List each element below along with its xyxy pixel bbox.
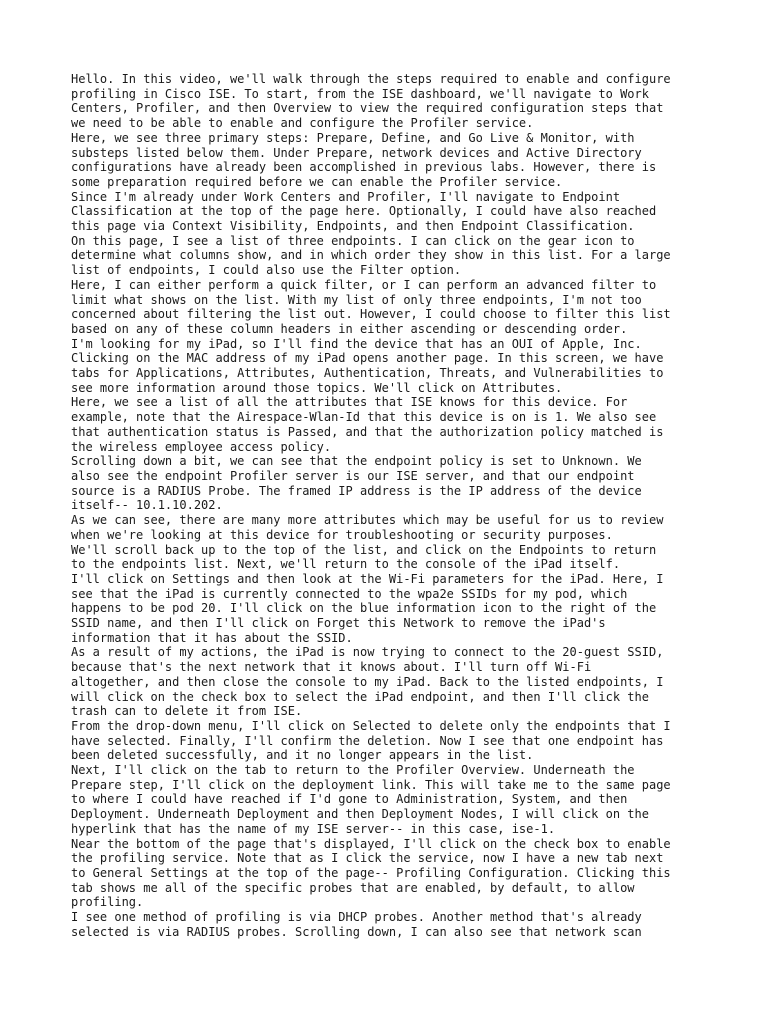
transcript-line: determine what columns show, and in which order they show in this list. For a large: [71, 248, 671, 263]
transcript-line: Centers, Profiler, and then Overview to view the required configuration steps that: [71, 101, 664, 116]
transcript-line: that authentication status is Passed, and that the authorization policy matched is: [71, 424, 664, 439]
transcript-line: trash can to delete it from ISE.: [71, 704, 303, 719]
transcript-line: profiling in Cisco ISE. To start, from the ISE dashboard, we'll navigate to Work: [71, 86, 649, 101]
transcript-line: tab shows me all of the specific probes that are enabled, by default, to allow: [71, 880, 635, 895]
transcript-line: Deployment. Underneath Deployment and then Deployment Nodes, I will click on the: [71, 807, 649, 822]
transcript-line: concerned about filtering the list out. However, I could choose to filter this list: [71, 307, 671, 322]
transcript-line: Near the bottom of the page that's displayed, I'll click on the check box to enable: [71, 836, 671, 851]
transcript-line: will click on the check box to select the iPad endpoint, and then I'll click the: [71, 689, 649, 704]
transcript-line: As we can see, there are many more attributes which may be useful for us to review: [71, 513, 664, 528]
transcript-line: we need to be able to enable and configure the Profiler service.: [71, 116, 534, 131]
transcript-line: the wireless employee access policy.: [71, 439, 332, 454]
transcript-line: have selected. Finally, I'll confirm the deletion. Now I see that one endpoint has: [71, 733, 664, 748]
transcript-line: Here, we see three primary steps: Prepare, Define, and Go Live & Monitor, with: [71, 130, 635, 145]
transcript-line: to where I could have reached if I'd gone to Administration, System, and then: [71, 792, 628, 807]
transcript-line: itself-- 10.1.10.202.: [71, 498, 223, 513]
transcript-line: some preparation required before we can enable the Profiler service.: [71, 174, 563, 189]
transcript-line: substeps listed below them. Under Prepare, network devices and Active Directory: [71, 145, 642, 160]
transcript-line: also see the endpoint Profiler server is our ISE server, and that our endpoint: [71, 468, 635, 483]
transcript-line: example, note that the Airespace-Wlan-Id that this device is on is 1. We also see: [71, 410, 657, 425]
transcript-line: Prepare step, I'll click on the deployment link. This will take me to the same page: [71, 777, 671, 792]
transcript-line: As a result of my actions, the iPad is now trying to connect to the 20-guest SSID,: [71, 645, 664, 660]
transcript-line: Hello. In this video, we'll walk through the steps required to enable and configure: [71, 72, 671, 86]
transcript-line: happens to be pod 20. I'll click on the blue information icon to the right of the: [71, 601, 657, 616]
transcript-line: information that it has about the SSID.: [71, 630, 353, 645]
transcript-line: I'm looking for my iPad, so I'll find the device that has an OUI of Apple, Inc.: [71, 336, 642, 351]
transcript-line: to General Settings at the top of the page-- Profiling Configuration. Clicking this: [71, 865, 671, 880]
transcript-line: see more information around those topics. We'll click on Attributes.: [71, 380, 563, 395]
transcript-line: see that the iPad is currently connected to the wpa2e SSIDs for my pod, which: [71, 586, 628, 601]
transcript-line: when we're looking at this device for troubleshooting or security purposes.: [71, 527, 613, 542]
transcript-line: selected is via RADIUS probes. Scrolling down, I can also see that network scan: [71, 924, 642, 939]
transcript-line: to the endpoints list. Next, we'll return to the console of the iPad itself.: [71, 557, 621, 572]
transcript-line: based on any of these column headers in either ascending or descending order.: [71, 321, 628, 336]
transcript-line: Clicking on the MAC address of my iPad opens another page. In this screen, we have: [71, 351, 664, 366]
transcript-line: On this page, I see a list of three endpoints. I can click on the gear icon to: [71, 233, 635, 248]
transcript-line: Scrolling down a bit, we can see that the endpoint policy is set to Unknown. We: [71, 454, 642, 469]
transcript-line: From the drop-down menu, I'll click on Selected to delete only the endpoints that I: [71, 718, 671, 733]
transcript-line: profiling.: [71, 895, 144, 910]
transcript-line: configurations have already been accomplished in previous labs. However, there is: [71, 160, 657, 175]
transcript-line: altogether, and then close the console to my iPad. Back to the listed endpoints, I: [71, 674, 664, 689]
transcript-text: [71, 72, 701, 939]
transcript-line: list of endpoints, I could also use the Filter option.: [71, 263, 462, 278]
transcript-line: Here, I can either perform a quick filter, or I can perform an advanced filter to: [71, 277, 657, 292]
transcript-line: been deleted successfully, and it no longer appears in the list.: [71, 748, 534, 763]
transcript-line: because that's the next network that it knows about. I'll turn off Wi-Fi: [71, 660, 592, 675]
transcript-line: limit what shows on the list. With my list of only three endpoints, I'm not too: [71, 292, 642, 307]
transcript-line: Next, I'll click on the tab to return to the Profiler Overview. Underneath the: [71, 763, 635, 778]
transcript-line: We'll scroll back up to the top of the list, and click on the Endpoints to return: [71, 542, 657, 557]
transcript-line: hyperlink that has the name of my ISE server-- in this case, ise-1.: [71, 821, 556, 836]
transcript-line: Since I'm already under Work Centers and Profiler, I'll navigate to Endpoint: [71, 189, 621, 204]
transcript-line: the profiling service. Note that as I click the service, now I have a new tab next: [71, 851, 664, 866]
transcript-line: I'll click on Settings and then look at the Wi-Fi parameters for the iPad. Here, I: [71, 571, 664, 586]
transcript-line: tabs for Applications, Attributes, Authentication, Threats, and Vulnerabilities to: [71, 366, 664, 381]
transcript-line: Classification at the top of the page here. Optionally, I could have also reached: [71, 204, 657, 219]
transcript-line: source is a RADIUS Probe. The framed IP address is the IP address of the device: [71, 483, 642, 498]
transcript-line: Here, we see a list of all the attributes that ISE knows for this device. For: [71, 395, 628, 410]
transcript-line: I see one method of profiling is via DHCP probes. Another method that's already: [71, 910, 642, 925]
transcript-line: this page via Context Visibility, Endpoints, and then Endpoint Classification.: [71, 219, 635, 234]
transcript-line: SSID name, and then I'll click on Forget this Network to remove the iPad's: [71, 616, 606, 631]
